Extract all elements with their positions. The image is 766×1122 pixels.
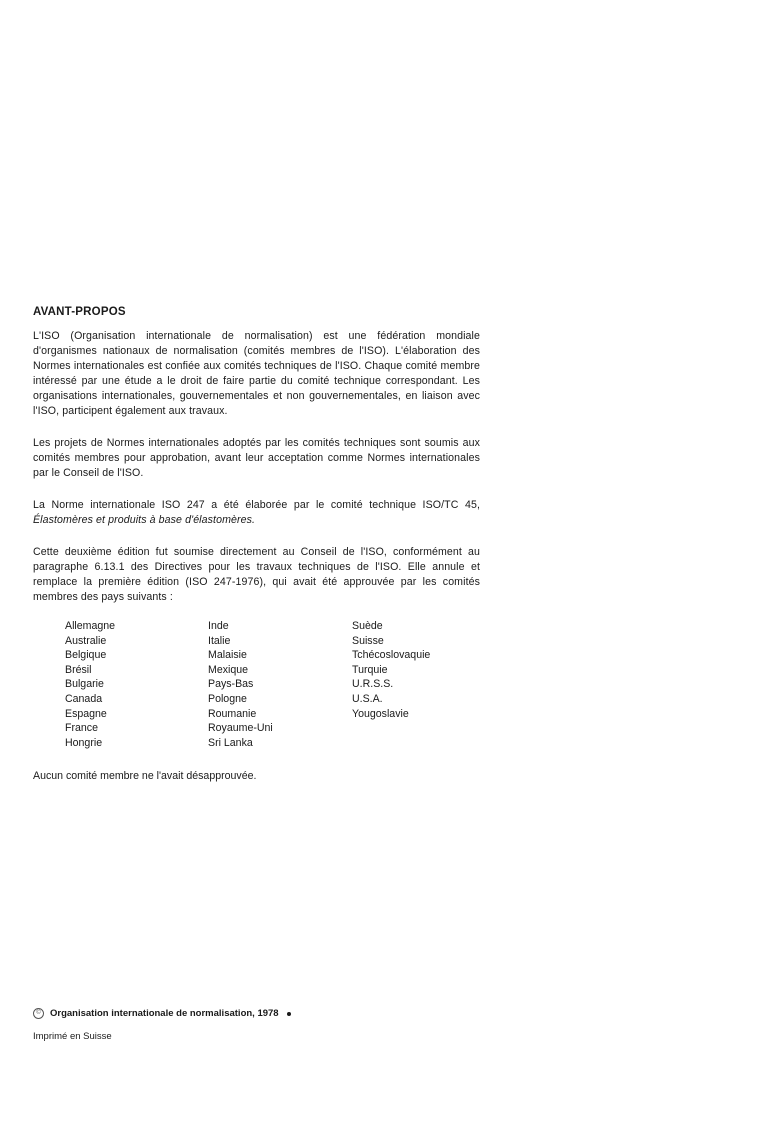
country-column-3 [352,619,430,721]
paragraph-approval-process: Les projets de Normes internationales adoptés par les comités techniques sont soumis aux comités membres pour approbation, avant leur acceptation comme Normes internationales par le Conseil de l'ISO. [33,437,480,479]
foreword-heading: AVANT-PROPOS [33,306,126,318]
country-column-1 [65,619,115,750]
country-item: Australie [65,634,107,647]
paragraph-edition: Cette deuxième édition fut soumise directement au Conseil de l'ISO, conformément au paragraphe 6.13.1 des Directives pour les travaux techniques de l'ISO. Elle annule et remplace la première édition (ISO 247-1976), qui avait été approuvée par les comités membres des pays suivants : [33,546,480,603]
country-item: Allemagne [65,620,116,632]
country-item: U.R.S.S. [352,678,394,691]
country-item: Bulgarie [65,678,104,691]
paragraph-committee [33,498,480,528]
country-item: Suède [352,620,383,632]
copyright-text: Organisation internationale de normalisation, 1978 [50,1008,279,1019]
country-item: Hongrie [65,736,103,749]
copyright-icon: © [33,1008,44,1019]
committee-title: Élastomères et produits à base d'élastomères. [33,514,256,526]
committee-text: La Norme internationale ISO 247 a été élaborée par le comité technique ISO/TC 45, [33,499,480,511]
country-item: Belgique [65,649,107,662]
country-item: Tchécoslovaquie [352,649,431,662]
country-item: Mexique [208,663,249,676]
copyright-line [33,1008,291,1019]
bullet-icon [287,1012,291,1016]
country-item: Suisse [352,634,384,647]
country-item: Yougoslavie [352,707,409,720]
country-item: Sri Lanka [208,736,253,749]
country-item: Roumanie [208,707,257,720]
country-item: France [65,722,98,735]
paragraph-no-disapproval: Aucun comité membre ne l'avait désapprouvée. [33,770,257,782]
country-list [65,619,480,752]
country-item: Pologne [208,692,247,705]
country-item: Malaisie [208,649,247,662]
country-item: Inde [208,620,229,632]
foreword-section [33,306,480,784]
country-item: Espagne [65,707,107,720]
country-item: Turquie [352,663,388,676]
country-item: Royaume-Uni [208,722,273,735]
printed-in: Imprimé en Suisse [33,1031,112,1042]
country-item: Pays-Bas [208,678,254,691]
country-item: Brésil [65,663,92,676]
country-item: Italie [208,634,231,647]
country-item: Canada [65,692,103,705]
country-item: U.S.A. [352,692,383,705]
paragraph-iso-intro: L'ISO (Organisation internationale de normalisation) est une fédération mondiale d'organismes nationaux de normalisation (comités membres de l'ISO). L'élaboration des Normes internationales est confiée aux comités techniques de l'ISO. Chaque comité membre intéressé par une étude a le droit de faire partie du comité technique correspondant. Les organisations internationales, gouvernementales et non gouvernementales, en liaison avec l'ISO, participent également aux travaux. [33,330,480,417]
country-column-2 [208,619,273,750]
